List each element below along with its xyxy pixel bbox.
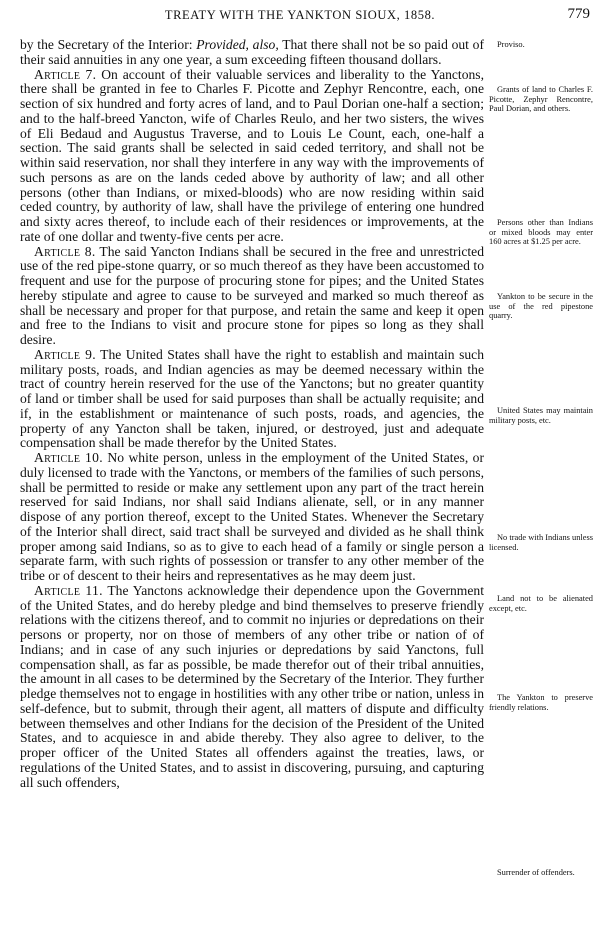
- article-text: The Yanctons acknowledge their dependence upon the Government of the United States, and do hereby pledge and bind themselves to preserve friendly relations with the citizens thereof, and to commit no injuries or depredations on their persons or property, nor on those of members of any other tribe or nation of of Indians; and in case of any such injuries or depredations by said Yanctons, full compensation shall, as far as possible, be made therefor out of their tribal annuities, the amount in all cases to be determined by the Secretary of the Interior. They further pledge themselves not to engage in hostilities with any other tribe or nation, unless in self-defence, but to submit, through their agent, all matters of dispute and difficulty between themselves and other Indians for the decision of the President of the United States, and to acquiesce in and abide thereby. They also agree to deliver, to the proper officer of the United States all offenders against the treaties, laws, or regulations of the United States, and to assist in discovering, pursuing, and capturing all such offenders,: [20, 582, 484, 790]
- article-label: Article 11.: [34, 582, 103, 598]
- text-run: That there shall not be so paid out of their said annuities in any one year, a sum exceeding fifteen thousand dollars.: [20, 37, 484, 67]
- article-9: [20, 348, 484, 451]
- article-10: [20, 451, 484, 584]
- article-8: [20, 245, 484, 348]
- article-text: The United States shall have the right to establish and maintain such military posts, roads, and Indian agencies as may be deemed necessary within the tract of country herein reserved for the use of the Yanctons; but no greater quantity of land or timber shall be used for said purposes than shall be actually requisite; and if, in the establishment or maintenance of such posts, roads, and agencies, the property of any Yancton shall be taken, injured, or destroyed, just and adequate compensation shall be made therefor by the United States.: [20, 346, 484, 451]
- article-label: Article 7.: [34, 66, 97, 82]
- text-run: by the Secretary of the Interior:: [20, 37, 197, 52]
- margin-note-military: United States may maintain military posts, etc.: [489, 406, 593, 425]
- margin-note-trade: No trade with Indians unless licensed.: [489, 533, 593, 552]
- proviso-continuation: [20, 38, 484, 68]
- margin-note-friendly: The Yankton to preserve friendly relations.: [489, 693, 593, 712]
- treaty-text: [20, 38, 484, 790]
- margin-note-proviso: Proviso.: [497, 40, 525, 49]
- article-7: [20, 68, 484, 245]
- margin-note-quarry: Yankton to be secure in the use of the red pipestone quarry.: [489, 292, 593, 321]
- article-label: Article 8.: [34, 243, 96, 259]
- proviso-emphasis: Provided, also,: [196, 37, 279, 52]
- article-text: The said Yancton Indians shall be secured in the free and unrestricted use of the red pipe-stone quarry, or so much thereof as they have been accustomed to frequent and use for the purpose of procuring stone for pipes; and the United States hereby stipulate and agree to cause to be surveyed and marked so much thereof as shall be necessary and proper for that purpose, and retain the same and keep it open and free to the Indians to visit and procure stone for pipes so long as they shall desire.: [20, 243, 484, 347]
- page-number: 779: [567, 6, 590, 22]
- article-text: On account of their valuable services and liberality to the Yanctons, there shall be granted in fee to Charles F. Picotte and Zephyr Rencontre, each, one section of six hundred and forty acres of land, and to Paul Dorian one-half a section; and to the half-breed Yancton, wife of Charles Reulo, and her two sisters, the wives of Eli Bedaud and Augustus Traverse, and to Louis Le Count, each, one-half a section. The said grants shall be selected in said ceded territory, and shall not be within said reservation, nor shall they interfere in any way with the improvements of such persons as are on the lands ceded above by authority of law; and all other persons (other than Indians, or mixed-bloods) who are now residing within said ceded country, by authority of law, shall have the privilege of entering one hundred and sixty acres thereof, to include each of their residences or improvements, at the rate of one dollar and twenty-five cents per acre.: [20, 66, 484, 244]
- margin-note-grants: Grants of land to Charles F. Picotte, Zephyr Rencontre, Paul Dorian, and others.: [489, 85, 593, 114]
- running-title: TREATY WITH THE YANKTON SIOUX, 1858.: [164, 8, 436, 22]
- margin-note-persons: Persons other than Indians or mixed bloods may enter 160 acres at $1.25 per acre.: [489, 218, 593, 247]
- article-11: [20, 584, 484, 791]
- article-text: No white person, unless in the employment of the United States, or duly licensed to trade with the Yanctons, or members of the families of such persons, shall be permitted to reside or make any settlement upon any part of the tract herein reserved for said Indians, nor shall said Indians alienate, sell, or in any manner dispose of any portion thereof, except to the United States. Whenever the Secretary of the Interior shall direct, said tract shall be surveyed and divided as he shall think proper among said Indians, so as to give to each head of a family or single person a separate farm, with such rights of possession or transfer to any other member of the tribe or of descent to their heirs and representatives as he may deem just.: [20, 450, 484, 583]
- article-label: Article 10.: [34, 450, 103, 465]
- page-header: [0, 6, 600, 26]
- margin-note-surrender: Surrender of offenders.: [497, 868, 575, 877]
- article-label: Article 9.: [34, 346, 96, 362]
- margin-note-alienate: Land not to be alienated except, etc.: [489, 594, 593, 613]
